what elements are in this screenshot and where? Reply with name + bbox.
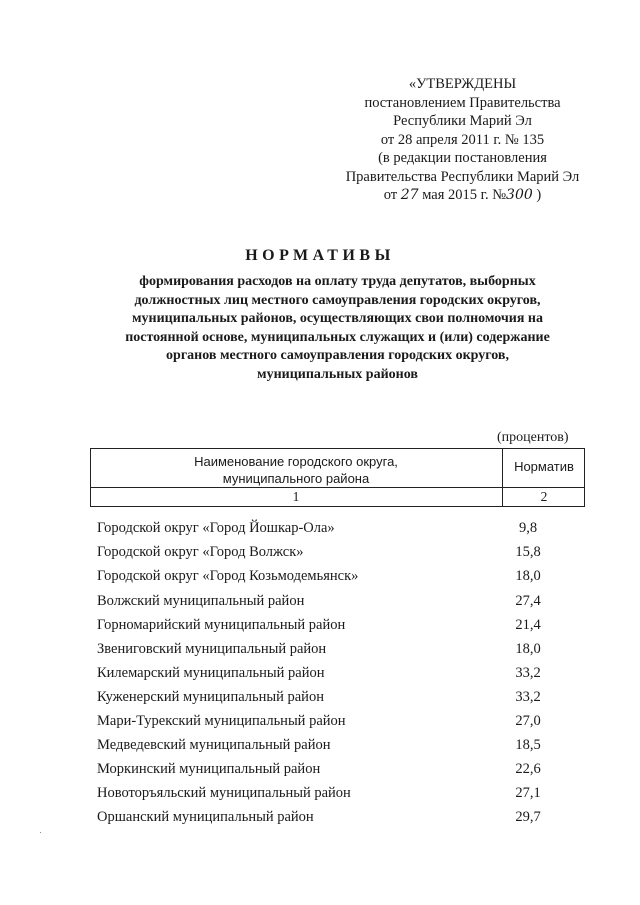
subtitle-line: органов местного самоуправления городских округов, xyxy=(166,348,509,364)
district-name: Городской округ «Город Йошкар-Ола» xyxy=(97,520,335,536)
district-name: Звениговский муниципальный район xyxy=(97,641,327,657)
table-row xyxy=(97,809,567,829)
subtitle-line: формирования расходов на оплату труда депутатов, выборных xyxy=(139,274,536,289)
table-row xyxy=(97,568,567,588)
normative-value: 33,2 xyxy=(515,689,541,705)
subtitle-line: постоянной основе, муниципальных служащих и (или) содержание xyxy=(125,329,550,345)
district-name: Куженерский муниципальный район xyxy=(97,689,324,705)
document-title: НОРМАТИВЫ xyxy=(245,247,395,264)
units-note: (процентов) xyxy=(497,430,569,445)
table-row xyxy=(97,761,567,781)
approval-line: «УТВЕРЖДЕНЫ xyxy=(408,76,517,92)
district-name: Килемарский муниципальный район xyxy=(97,665,325,681)
normative-value: 9,8 xyxy=(518,520,538,536)
normative-value: 27,0 xyxy=(515,713,541,729)
handwritten-day: 27 xyxy=(400,187,419,203)
approval-block xyxy=(320,75,605,205)
normative-value: 15,8 xyxy=(515,544,541,560)
normative-value: 22,6 xyxy=(515,761,541,777)
approval-line: постановлением Правительства xyxy=(364,94,561,111)
date-prefix: от xyxy=(383,187,398,203)
district-name: Моркинский муниципальный район xyxy=(97,761,321,777)
normative-value: 27,4 xyxy=(515,593,541,609)
table-row xyxy=(97,641,567,661)
header-bottom-rule xyxy=(90,506,585,507)
column-number-1: 1 xyxy=(292,489,300,504)
approval-line: Республики Марий Эл xyxy=(393,113,532,129)
district-name: Оршанский муниципальный район xyxy=(97,809,314,825)
table-header xyxy=(90,448,585,508)
table-row xyxy=(97,544,567,564)
header-top-rule xyxy=(90,448,585,449)
approval-line: Правительства Республики Марий Эл xyxy=(345,168,580,185)
subtitle-line: муниципальных районов, осуществляющих свои полномочия на xyxy=(132,311,543,327)
normative-value: 18,0 xyxy=(515,641,541,657)
district-name: Медведевский муниципальный район xyxy=(97,737,331,753)
normative-value: 29,7 xyxy=(515,809,541,825)
document-subtitle xyxy=(90,273,585,385)
table-row xyxy=(97,520,567,540)
normative-value: 18,0 xyxy=(515,568,541,584)
table-row xyxy=(97,617,567,637)
column-header-name-line: муниципального района xyxy=(222,471,370,486)
subtitle-line: муниципальных районов xyxy=(257,366,418,382)
column-number-2: 2 xyxy=(540,489,548,504)
normative-value: 27,1 xyxy=(515,785,541,801)
district-name: Новоторъяльский муниципальный район xyxy=(97,785,351,801)
approval-date-line xyxy=(320,186,605,205)
normative-value: 33,2 xyxy=(515,665,541,681)
column-header-normative: Норматив xyxy=(514,459,574,474)
table-row xyxy=(97,593,567,613)
table-row xyxy=(97,713,567,733)
approval-line: от 28 апреля 2011 г. № 135 xyxy=(380,131,545,148)
table-row xyxy=(97,785,567,805)
column-header-name-line: Наименование городского округа, xyxy=(194,454,398,469)
district-name: Горномарийский муниципальный район xyxy=(97,617,346,633)
date-middle: мая 2015 г. № xyxy=(422,187,507,203)
column-header-name xyxy=(90,453,502,487)
header-middle-rule xyxy=(90,487,585,488)
approval-line: (в редакции постановления xyxy=(378,150,547,166)
date-suffix: ) xyxy=(536,187,542,203)
district-name: Волжский муниципальный район xyxy=(97,593,305,609)
table-row xyxy=(97,689,567,709)
normative-value: 18,5 xyxy=(515,737,541,753)
scan-speck xyxy=(40,832,41,833)
handwritten-number: 300 xyxy=(506,187,533,203)
district-name: Мари-Турекский муниципальный район xyxy=(97,713,346,729)
district-name: Городской округ «Город Козьмодемьянск» xyxy=(97,568,359,584)
normative-value: 21,4 xyxy=(515,617,541,633)
subtitle-line: должностных лиц местного самоуправления городских округов, xyxy=(134,292,541,308)
table-row xyxy=(97,737,567,757)
table-row xyxy=(97,665,567,685)
district-name: Городской округ «Город Волжск» xyxy=(97,544,304,560)
